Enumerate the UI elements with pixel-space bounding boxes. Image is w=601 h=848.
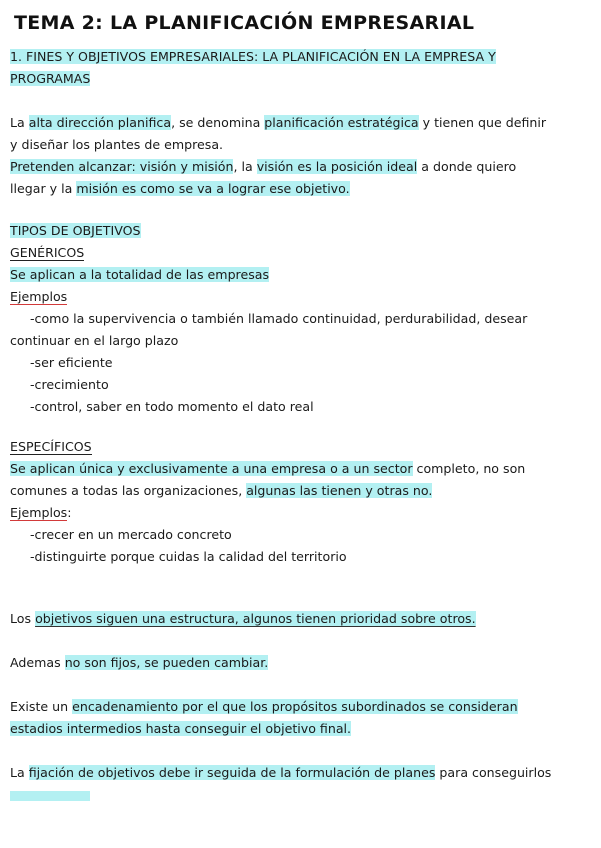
text-run: y tienen que definir xyxy=(418,115,547,130)
especificos-item2: -distinguirte porque cuidas la calidad del territorio xyxy=(30,549,347,564)
highlight-run: planificación estratégica xyxy=(264,115,419,130)
closing-p1 xyxy=(10,608,595,630)
especificos-item1: -crecer en un mercado concreto xyxy=(30,527,232,542)
text-run: Existe un xyxy=(10,699,73,714)
section1-heading-line1: 1. FINES Y OBJETIVOS EMPRESARIALES: LA PLANIFICACIÓN EN LA EMPRESA Y xyxy=(10,49,496,64)
text-run: comunes a todas las organizaciones, xyxy=(10,483,247,498)
text-run: : xyxy=(67,505,72,520)
text-run: llegar y la xyxy=(10,181,77,196)
genericos-item2: -ser eficiente xyxy=(30,355,113,370)
text-run: Los xyxy=(10,611,36,626)
highlight-run: objetivos siguen una estructura, algunos tienen prioridad sobre otros. xyxy=(35,611,476,626)
highlight-run: encadenamiento por el que los propósitos subordinados se consideran xyxy=(72,699,518,714)
highlight-run: Se aplican única y exclusivamente a una empresa o a un sector xyxy=(10,461,413,476)
genericos-item3: -crecimiento xyxy=(30,377,109,392)
text-run: La xyxy=(10,115,29,130)
highlight-run: misión es como se va a lograr ese objetivo. xyxy=(76,181,350,196)
genericos-definition: Se aplican a la totalidad de las empresas xyxy=(10,267,270,282)
text-run: La xyxy=(10,765,29,780)
genericos-item4: -control, saber en todo momento el dato real xyxy=(30,399,314,414)
page-title: TEMA 2: LA PLANIFICACIÓN EMPRESARIAL xyxy=(14,12,475,34)
text-run: y diseñar los plantes de empresa. xyxy=(10,137,224,152)
closing-p4 xyxy=(10,762,595,784)
text-run: , se denomina xyxy=(171,115,265,130)
genericos-ejemplos-label: Ejemplos xyxy=(10,289,68,304)
text-run: a donde quiero xyxy=(417,159,517,174)
especificos-heading: ESPECÍFICOS xyxy=(10,439,92,454)
especificos-section xyxy=(10,436,595,568)
highlight-run: estadios intermedios hasta conseguir el objetivo final. xyxy=(10,721,352,736)
highlight-run: Pretenden alcanzar: visión y misión xyxy=(10,159,234,174)
highlight-mark xyxy=(10,791,90,801)
tipos-heading: TIPOS DE OBJETIVOS xyxy=(10,223,141,238)
genericos-item1-line2: continuar en el largo plazo xyxy=(10,333,179,348)
closing-p2 xyxy=(10,652,595,674)
text-run: completo, no son xyxy=(412,461,526,476)
highlight-run: algunas las tienen y otras no. xyxy=(246,483,433,498)
section1-heading-line2: PROGRAMAS xyxy=(10,71,91,86)
highlight-run: alta dirección planifica xyxy=(28,115,172,130)
text-run: Ademas xyxy=(10,655,65,670)
closing-p3 xyxy=(10,696,595,740)
section1-heading xyxy=(10,46,595,90)
text-run: , la xyxy=(233,159,257,174)
genericos-heading: GENÉRICOS xyxy=(10,245,85,260)
highlight-run: no son fijos, se pueden cambiar. xyxy=(64,655,269,670)
genericos-section xyxy=(10,220,595,418)
intro-paragraph xyxy=(10,112,595,200)
highlight-run: fijación de objetivos debe ir seguida de la formulación de planes xyxy=(28,765,436,780)
text-run: para conseguirlos xyxy=(435,765,552,780)
highlight-run: visión es la posición ideal xyxy=(256,159,418,174)
genericos-item1-line1: -como la supervivencia o también llamado continuidad, perdurabilidad, desear xyxy=(30,311,528,326)
especificos-ejemplos-label: Ejemplos xyxy=(10,505,68,520)
